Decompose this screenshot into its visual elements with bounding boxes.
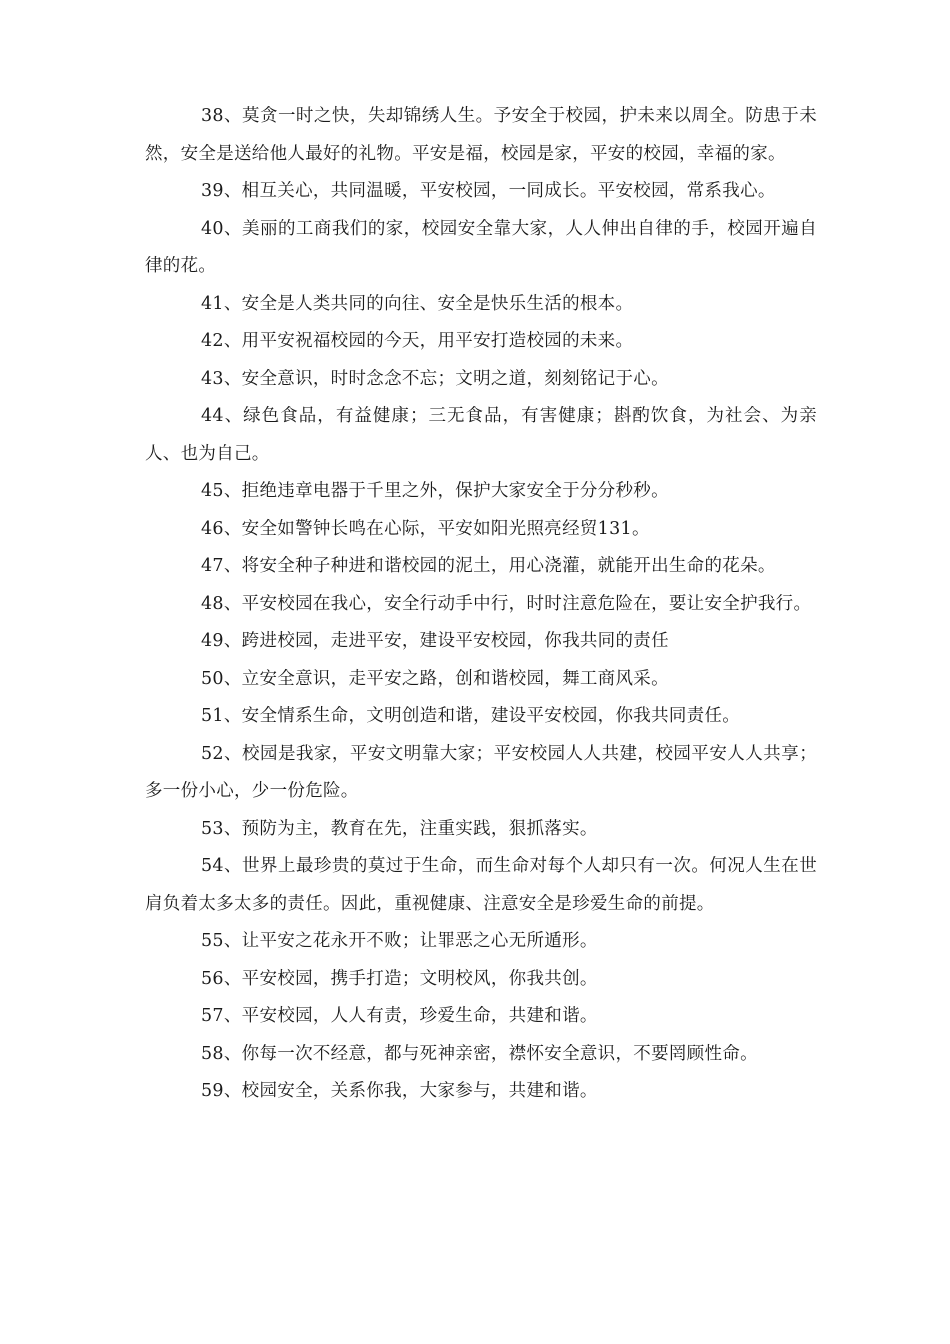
slogan-38: 38、莫贪一时之快，失却锦绣人生。予安全于校园，护未来以周全。防患于未然，安全是送给他人最好的礼物。平安是福，校园是家，平安的校园，幸福的家。 [145, 106, 817, 164]
slogan-42: 42、用平安祝福校园的今天，用平安打造校园的未来。 [201, 331, 634, 351]
slogan-43: 43、安全意识，时时念念不忘；文明之道，刻刻铭记于心。 [201, 368, 669, 389]
slogan-53: 53、预防为主，教育在先，注重实践，狠抓落实。 [201, 818, 598, 839]
slogan-58: 58、你每一次不经意，都与死神亲密，襟怀安全意识，不要罔顾性命。 [201, 1043, 758, 1064]
slogan-51: 51、安全情系生命，文明创造和谐，建设平安校园，你我共同责任。 [201, 706, 741, 726]
slogan-48: 48、平安校园在我心，安全行动手中行，时时注意危险在，要让安全护我行。 [201, 593, 812, 614]
slogan-45: 45、拒绝违章电器于千里之外，保护大家安全于分分秒秒。 [201, 481, 669, 501]
slogan-46: 46、安全如警钟长鸣在心际，平安如阳光照亮经贸131。 [201, 518, 650, 539]
slogan-47: 47、将安全种子种进和谐校园的泥土，用心浇灌，就能开出生命的花朵。 [201, 556, 776, 576]
slogan-41: 41、安全是人类共同的向往、安全是快乐生活的根本。 [201, 293, 634, 314]
slogan-52: 52、校园是我家，平安文明靠大家；平安校园人人共建，校园平安人人共享；多一份小心，少一份危险。 [145, 743, 817, 801]
slogan-50: 50、立安全意识，走平安之路，创和谐校园，舞工商风采。 [201, 668, 669, 689]
slogan-49: 49、跨进校园，走进平安，建设平安校园，你我共同的责任 [201, 631, 669, 651]
slogan-44: 44、绿色食品，有益健康；三无食品，有害健康；斟酌饮食，为社会、为亲人、也为自己。 [145, 406, 817, 464]
slogan-56: 56、平安校园，携手打造；文明校风，你我共创。 [201, 968, 598, 989]
document-body [145, 98, 817, 1111]
slogan-59: 59、校园安全，关系你我，大家参与，共建和谐。 [201, 1081, 598, 1101]
slogan-39: 39、相互关心，共同温暖，平安校园，一同成长。平安校园，常系我心。 [201, 181, 776, 201]
slogan-54: 54、世界上最珍贵的莫过于生命，而生命对每个人却只有一次。何况人生在世肩负着太多太多的责任。因此，重视健康、注意安全是珍爱生命的前提。 [145, 856, 817, 914]
slogan-55: 55、让平安之花永开不败；让罪恶之心无所遁形。 [201, 931, 598, 951]
slogan-40: 40、美丽的工商我们的家，校园安全靠大家，人人伸出自律的手，校园开遍自律的花。 [145, 218, 817, 276]
slogan-57: 57、平安校园，人人有责，珍爱生命，共建和谐。 [201, 1006, 598, 1026]
